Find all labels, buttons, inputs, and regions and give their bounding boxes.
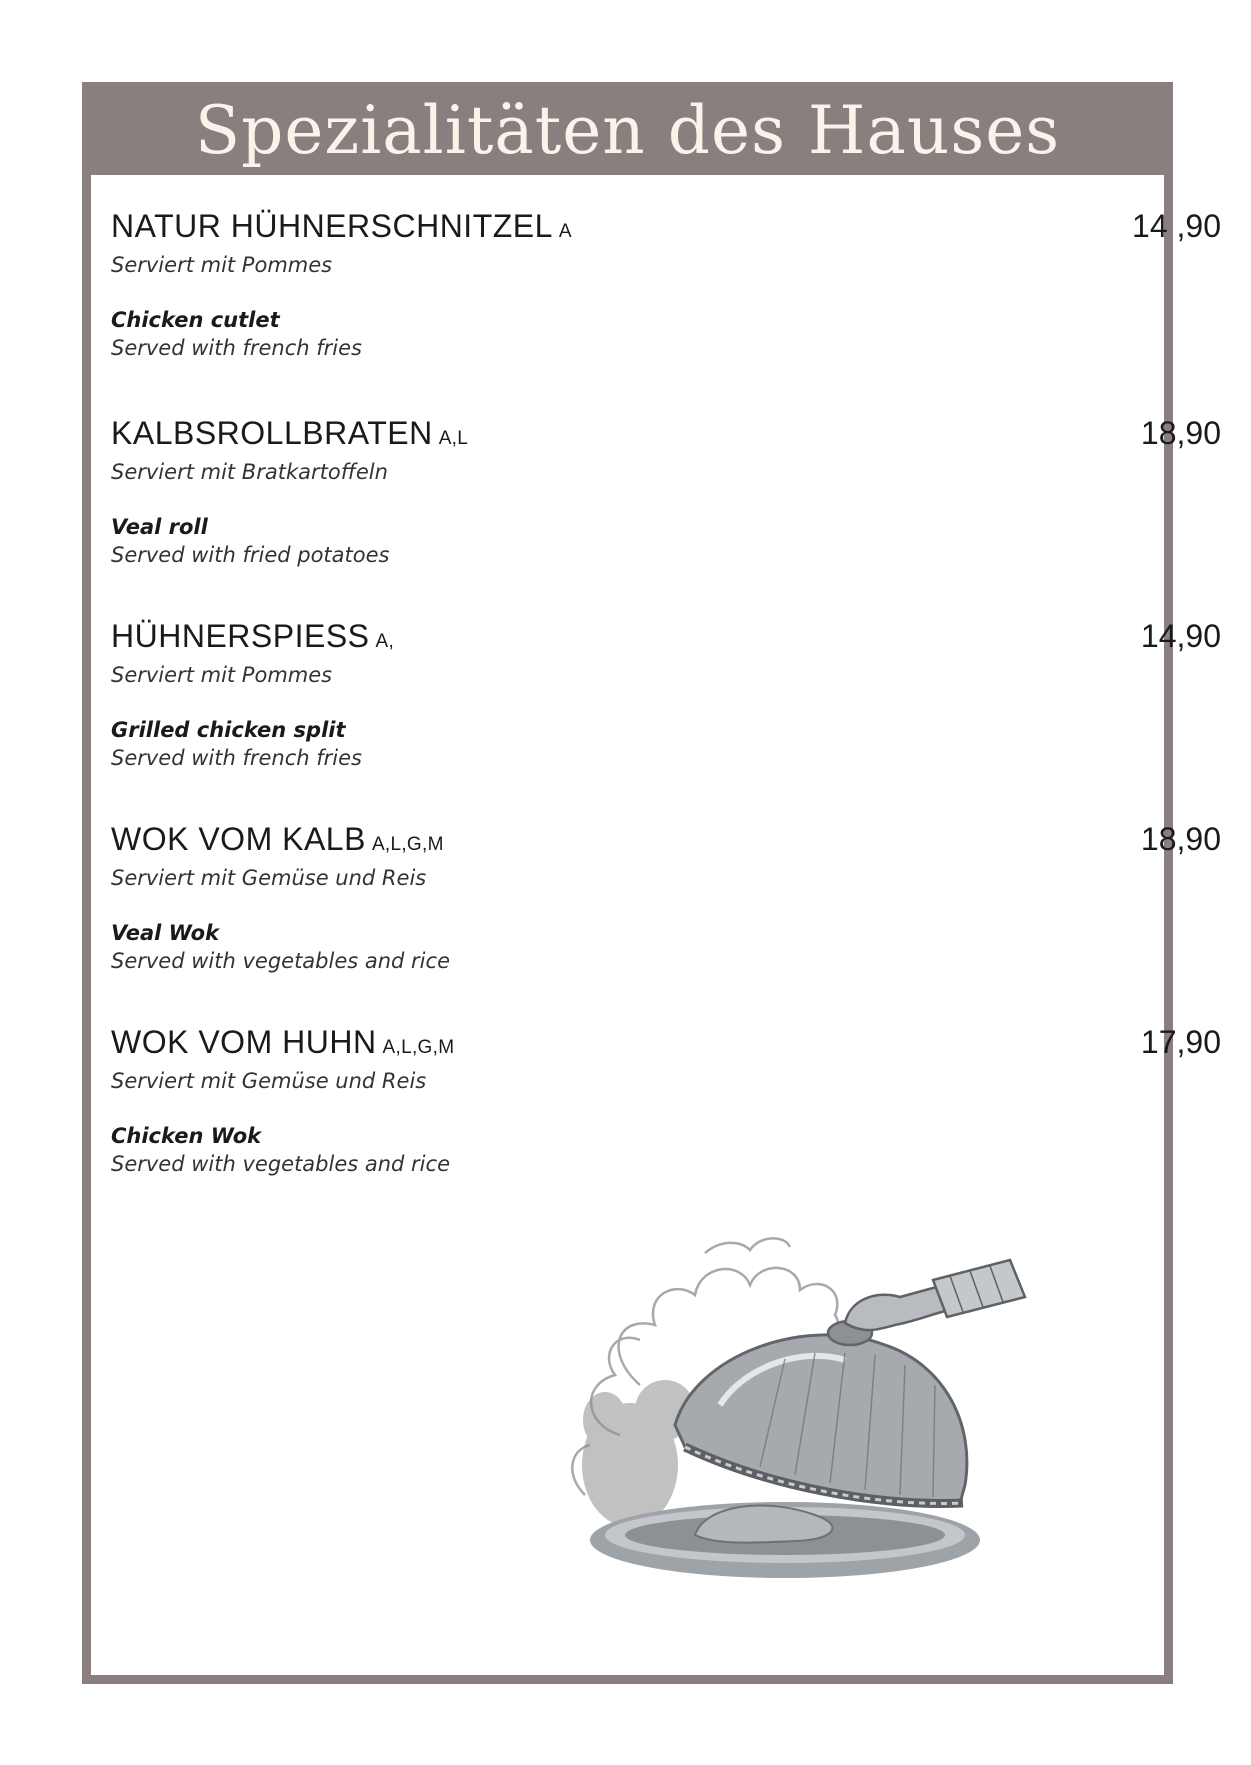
item-allergens: A,L bbox=[438, 428, 469, 449]
item-title bbox=[111, 617, 1221, 661]
item-title bbox=[111, 1023, 1221, 1067]
item-english-name: Veal roll bbox=[111, 515, 208, 539]
item-title bbox=[111, 820, 1221, 864]
menu-item-wok-vom-huhn bbox=[111, 1023, 1221, 1178]
item-name: HÜHNERSPIESS bbox=[111, 618, 370, 654]
item-german-description: Serviert mit Pommes bbox=[111, 663, 333, 687]
menu-item-wok-vom-kalb bbox=[111, 820, 1221, 975]
item-price: 14,90 bbox=[1140, 618, 1221, 654]
item-title bbox=[111, 207, 1221, 251]
item-name: WOK VOM HUHN bbox=[111, 1024, 377, 1060]
hand-illustration bbox=[845, 1260, 1025, 1330]
page-title: Spezialitäten des Hauses bbox=[194, 92, 1061, 169]
item-english-description: Served with vegetables and rice bbox=[111, 1152, 450, 1176]
item-price: 17,90 bbox=[1140, 1024, 1221, 1060]
menu-item-kalbsrollbraten bbox=[111, 414, 1221, 569]
item-name: NATUR HÜHNERSCHNITZEL bbox=[111, 208, 553, 244]
item-english-description: Served with french fries bbox=[111, 746, 362, 770]
item-english-description: Served with vegetables and rice bbox=[111, 949, 450, 973]
item-german-description: Serviert mit Bratkartoffeln bbox=[111, 460, 388, 484]
item-allergens: A,L,G,M bbox=[382, 1037, 455, 1058]
item-allergens: A,L,G,M bbox=[371, 834, 444, 855]
item-name: KALBSROLLBRATEN bbox=[111, 415, 433, 451]
item-english-name: Grilled chicken split bbox=[111, 718, 346, 742]
item-english-description: Served with french fries bbox=[111, 336, 362, 360]
item-name: WOK VOM KALB bbox=[111, 821, 366, 857]
menu-header bbox=[91, 91, 1164, 175]
item-german-description: Serviert mit Gemüse und Reis bbox=[111, 1069, 427, 1093]
item-price: 14 ,90 bbox=[1132, 208, 1221, 244]
item-english-name: Chicken Wok bbox=[111, 1124, 262, 1148]
item-price: 18,90 bbox=[1140, 415, 1221, 451]
item-english-name: Chicken cutlet bbox=[111, 308, 280, 332]
item-german-description: Serviert mit Pommes bbox=[111, 253, 333, 277]
menu-item-huehnerspiess bbox=[111, 617, 1221, 772]
menu-item-natur-huehnerschnitzel bbox=[111, 207, 1221, 362]
item-english-description: Served with fried potatoes bbox=[111, 543, 390, 567]
item-title bbox=[111, 414, 1221, 458]
serving-cloche-icon bbox=[545, 1235, 1045, 1595]
cloche-illustration bbox=[675, 1321, 967, 1503]
item-price: 18,90 bbox=[1140, 821, 1221, 857]
item-allergens: A, bbox=[375, 631, 395, 652]
item-german-description: Serviert mit Gemüse und Reis bbox=[111, 866, 427, 890]
item-allergens: A bbox=[558, 221, 572, 242]
item-english-name: Veal Wok bbox=[111, 921, 220, 945]
